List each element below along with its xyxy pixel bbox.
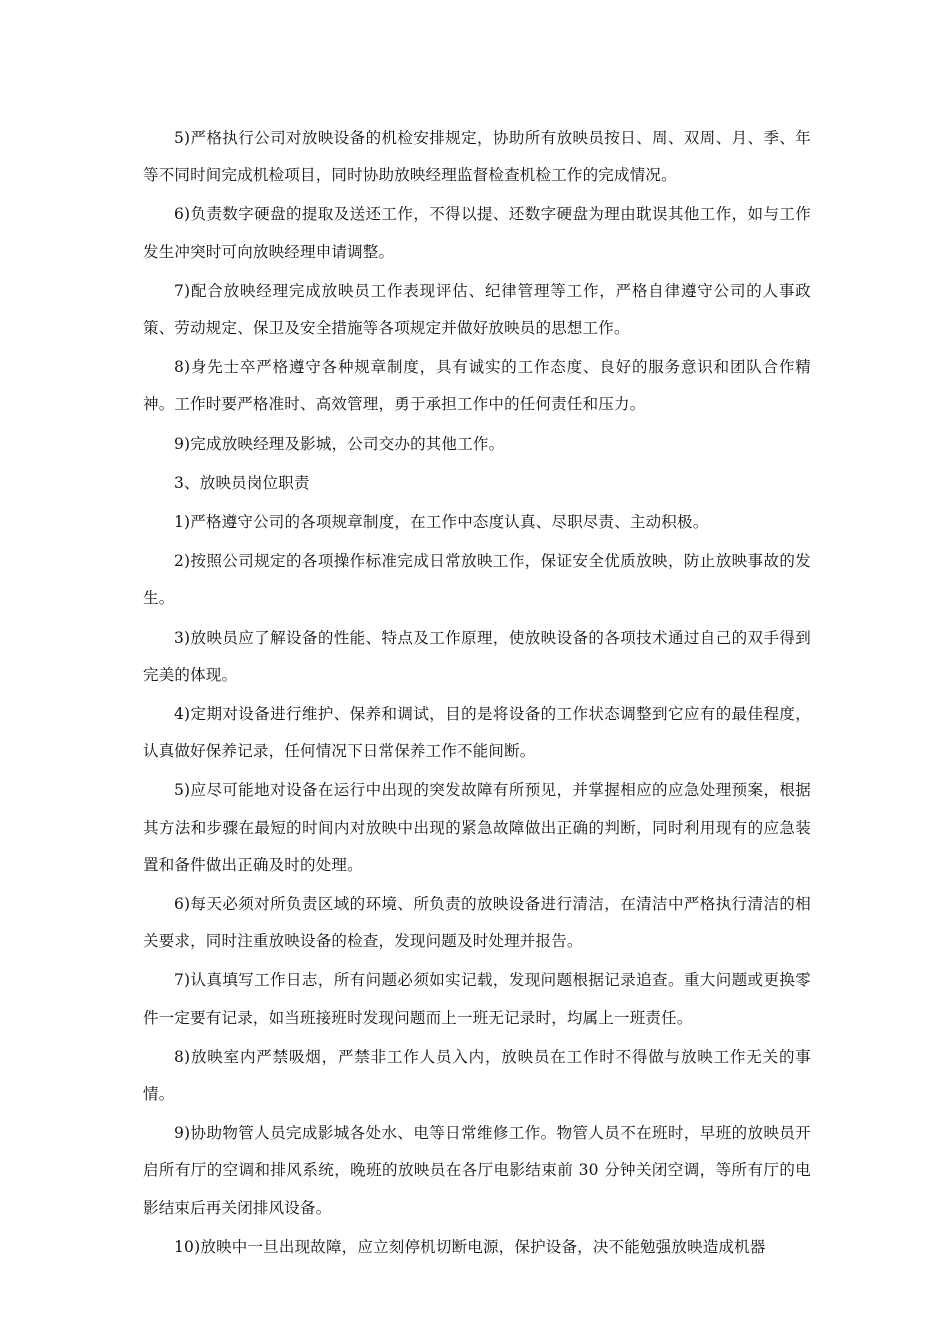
paragraph-duty-8: 8)放映室内严禁吸烟，严禁非工作人员入内，放映员在工作时不得做与放映工作无关的事情。 xyxy=(143,1047,811,1104)
paragraph-item-7-evaluation: 7)配合放映经理完成放映员工作表现评估、纪律管理等工作，严格自律遵守公司的人事政策、劳动规定、保卫及安全措施等各项规定并做好放映员的思想工作。 xyxy=(143,281,811,338)
paragraph-duty-1: 1)严格遵守公司的各项规章制度，在工作中态度认真、尽职尽责、主动积极。 xyxy=(174,513,709,532)
paragraph-item-8-discipline: 8)身先士卒严格遵守各种规章制度，具有诚实的工作态度、良好的服务意识和团队合作精神。工作时要严格准时、高效管理，勇于承担工作中的任何责任和压力。 xyxy=(143,358,811,414)
paragraph-duty-10: 10)放映中一旦出现故障，应立刻停机切断电源，保护设备，决不能勉强放映造成机器 xyxy=(174,1237,766,1256)
paragraph-duty-7: 7)认真填写工作日志，所有问题必须如实记载，发现问题根据记录追查。重大问题或更换零件一定要有记录，如当班接班时发现问题而上一班无记录时，均属上一班责任。 xyxy=(143,971,811,1027)
paragraph-duty-2: 2)按照公司规定的各项操作标准完成日常放映工作，保证安全优质放映，防止放映事故的发生。 xyxy=(143,552,811,608)
paragraph-duty-3: 3)放映员应了解设备的性能、特点及工作原理，使放映设备的各项技术通过自己的双手得到完美的体现。 xyxy=(143,628,811,684)
paragraph-duty-6: 6)每天必须对所负责区域的环境、所负责的放映设备进行清洁，在清洁中严格执行清洁的相关要求，同时注重放映设备的检查，发现问题及时处理并报告。 xyxy=(143,895,811,951)
paragraph-duty-5: 5)应尽可能地对设备在运行中出现的突发故障有所预见，并掌握相应的应急处理预案，根据其方法和步骤在最短的时间内对放映中出现的紧急故障做出正确的判断，同时利用现有的应急装置和备件做出正确及时的处理。 xyxy=(143,781,811,874)
paragraph-item-9-other-tasks: 9)完成放映经理及影城，公司交办的其他工作。 xyxy=(174,434,505,453)
paragraph-duty-9: 9)协助物管人员完成影城各处水、电等日常维修工作。物管人员不在班时，早班的放映员开启所有厅的空调和排风系统，晚班的放映员在各厅电影结束前 30 分钟关闭空调，等所有厅的电影结束后再关闭排风设备。 xyxy=(143,1124,811,1217)
document-body xyxy=(143,120,811,1268)
paragraph-duty-4: 4)定期对设备进行维护、保养和调试，目的是将设备的工作状态调整到它应有的最佳程度，认真做好保养记录，任何情况下日常保养工作不能间断。 xyxy=(143,705,811,761)
paragraph-item-5-projection-check: 5)严格执行公司对放映设备的机检安排规定，协助所有放映员按日、周、双周、月、季、年等不同时间完成机检项目，同时协助放映经理监督检查机检工作的完成情况。 xyxy=(143,129,811,185)
paragraph-item-6-hard-disk: 6)负责数字硬盘的提取及送还工作，不得以提、还数字硬盘为理由耽误其他工作，如与工作发生冲突时可向放映经理申请调整。 xyxy=(143,205,811,261)
section-heading-projectionist-duties: 3、放映员岗位职责 xyxy=(174,473,310,492)
